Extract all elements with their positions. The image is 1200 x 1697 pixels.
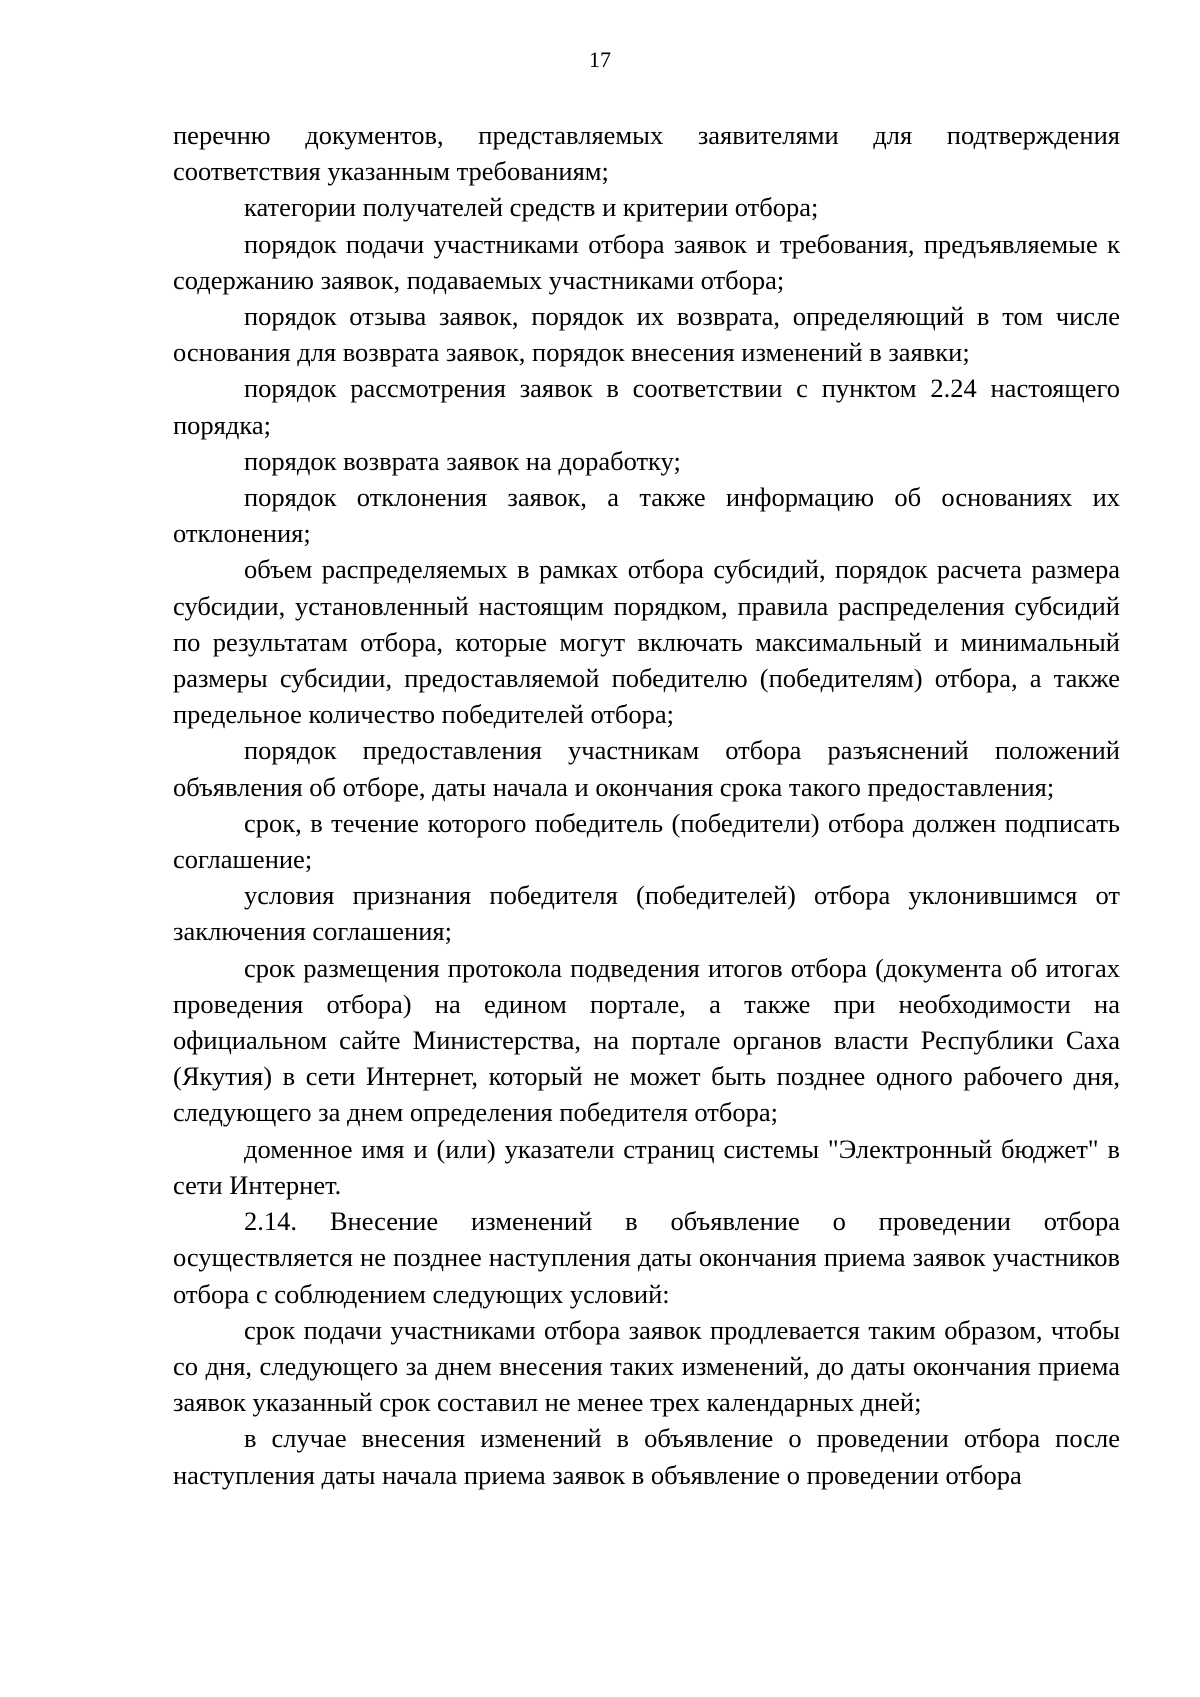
paragraph: срок подачи участниками отбора заявок продлевается таким образом, чтобы со дня, следующего за днем внесения таких изменений, до даты окончания приема заявок указанный срок составил не менее трех календарных дней;	[173, 1314, 1120, 1418]
paragraph: порядок рассмотрения заявок в соответствии с пунктом 2.24 настоящего порядка;	[173, 373, 1120, 440]
paragraph: в случае внесения изменений в объявление о проведении отбора после наступления даты начала приема заявок в объявление о проведении отбора	[173, 1423, 1120, 1490]
paragraph: срок размещения протокола подведения итогов отбора (документа об итогах проведения отбора) на едином портале, а также при необходимости на официальном сайте Министерства, на портале органов власти Республики Саха (Якутия) в сети Интернет, который не может быть позднее одного рабочего дня, следующего за днем определения победителя отбора;	[173, 952, 1120, 1128]
paragraph: перечню документов, представляемых заявителями для подтверждения соответствия указанным требованиям;	[173, 120, 1120, 187]
paragraph: категории получателей средств и критерии отбора;	[244, 192, 819, 223]
paragraph: порядок отзыва заявок, порядок их возврата, определяющий в том числе основания для возврата заявок, порядок внесения изменений в заявки;	[173, 301, 1120, 368]
paragraph: порядок подачи участниками отбора заявок и требования, предъявляемые к содержанию заявок, подаваемых участниками отбора;	[173, 228, 1120, 295]
paragraph: объем распределяемых в рамках отбора субсидий, порядок расчета размера субсидии, установленный настоящим порядком, правила распределения субсидий по результатам отбора, которые могут включать максимальный и минимальный размеры субсидии, предоставляемой победителю (победителям) отбора, а также предельное количество победителей отбора;	[173, 554, 1120, 730]
page-number: 17	[589, 47, 611, 72]
paragraph: порядок возврата заявок на доработку;	[244, 445, 681, 476]
paragraph: условия признания победителя (победителей) отбора уклонившимся от заключения соглашения;	[173, 880, 1120, 947]
paragraph: порядок отклонения заявок, а также информацию об основаниях их отклонения;	[173, 482, 1120, 549]
paragraph: доменное имя и (или) указатели страниц системы "Электронный бюджет" в сети Интернет.	[173, 1133, 1120, 1200]
document-body	[173, 117, 1120, 1493]
section-2-14-paragraph: 2.14. Внесение изменений в объявление о проведении отбора осуществляется не позднее наступления даты окончания приема заявок участников отбора с соблюдением следующих условий:	[173, 1206, 1120, 1309]
paragraph: порядок предоставления участникам отбора разъяснений положений объявления об отборе, даты начала и окончания срока такого предоставления;	[173, 735, 1120, 802]
paragraph: срок, в течение которого победитель (победители) отбора должен подписать соглашение;	[173, 807, 1120, 875]
